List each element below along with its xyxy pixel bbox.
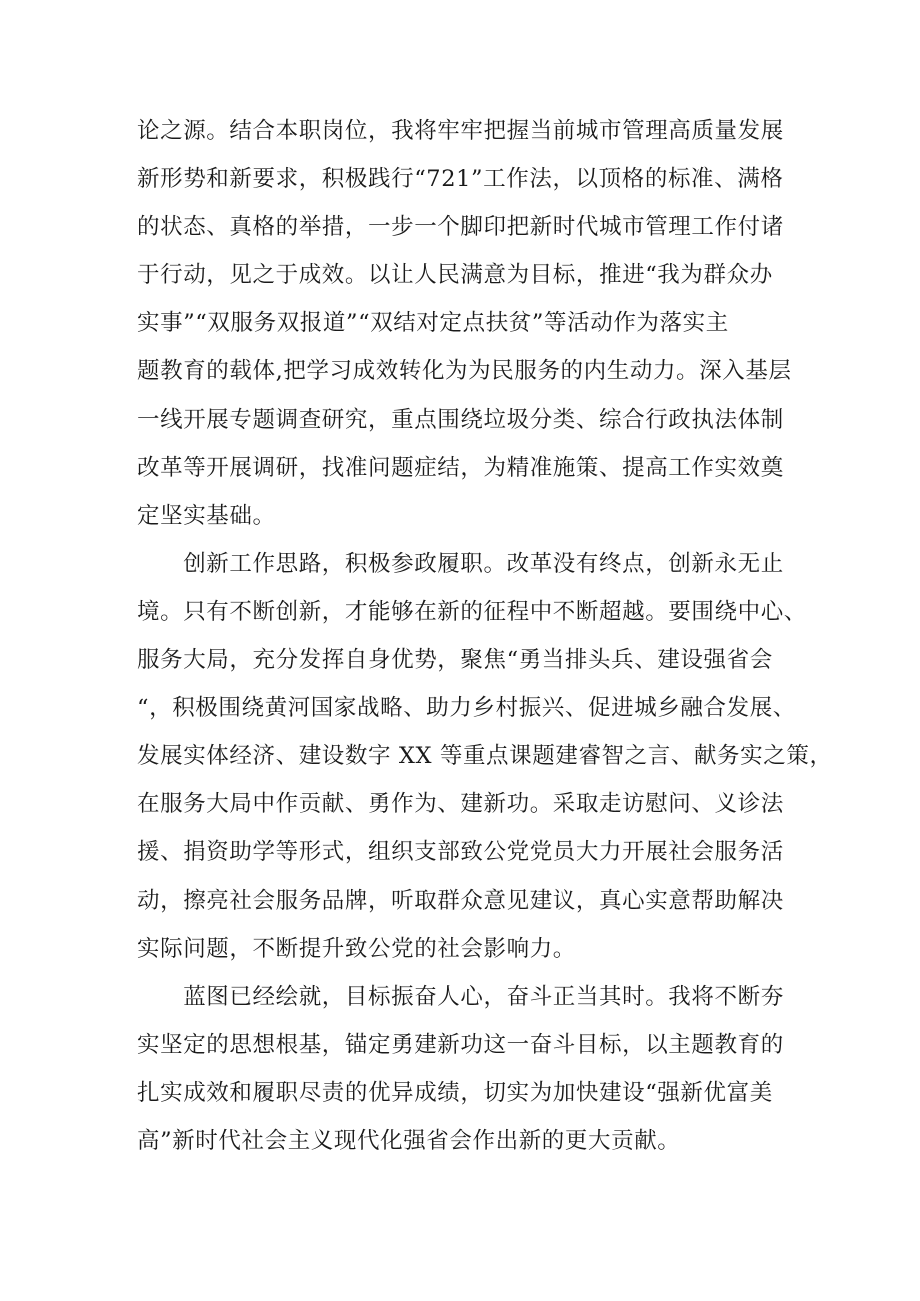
text-line: 改革等开展调研，找准问题症结，为精准施策、提高工作实效奠 xyxy=(137,454,784,481)
text-line: 实事”“双服务双报道”“双结对定点扶贫”等活动作为落实主 xyxy=(137,310,729,337)
text-line: 新形势和新要求，积极践行“721”工作法，以顶格的标准、满格 xyxy=(137,166,784,193)
text-line: 高”新时代社会主义现代化强省会作出新的更大贡献。 xyxy=(137,1127,681,1154)
text-line: 一线开展专题调查研究，重点围绕垃圾分类、综合行政执法体制 xyxy=(137,406,784,433)
paragraph-2 xyxy=(137,540,833,973)
paragraph-1 xyxy=(137,107,817,540)
text-line: 实际问题，不断提升致公党的社会影响力。 xyxy=(137,935,576,962)
text-line: 服务大局，充分发挥自身优势，聚焦“勇当排头兵、建设强省会 xyxy=(137,647,773,674)
text-line: 扎实成效和履职尽责的优异成绩，切实为加快建设“强新优富美 xyxy=(137,1079,773,1106)
text-line: 援、捐资助学等形式，组织支部致公党党员大力开展社会服务活 xyxy=(137,839,784,866)
text-line: 境。只有不断创新，才能够在新的征程中不断超越。要围绕中心、 xyxy=(137,598,807,625)
text-line: 于行动，见之于成效。以让人民满意为目标，推进“我为群众办 xyxy=(137,262,773,289)
text-line: 发展实体经济、建设数字 XX 等重点课题建睿智之言、献务实之策， xyxy=(137,743,833,770)
text-line: 实坚定的思想根基，锚定勇建新功这一奋斗目标，以主题教育的 xyxy=(137,1031,784,1058)
text-line: 动，擦亮社会服务品牌，听取群众意见建议，真心实意帮助解决 xyxy=(137,887,784,914)
text-line: 论之源。结合本职岗位，我将牢牢把握当前城市管理高质量发展 xyxy=(137,118,784,144)
body-text xyxy=(137,107,833,1165)
paragraph-3 xyxy=(137,973,817,1165)
text-line: 定坚实基础。 xyxy=(137,502,276,529)
text-line: 在服务大局中作贡献、勇作为、建新功。采取走访慰问、义诊法 xyxy=(137,791,784,818)
text-line: 蓝图已经绘就，目标振奋人心，奋斗正当其时。我将不断夯 xyxy=(137,983,784,1010)
text-line: 创新工作思路，积极参政履职。改革没有终点，创新永无止 xyxy=(137,550,784,577)
text-line: 题教育的载体,把学习成效转化为为民服务的内生动力。深入基层 xyxy=(137,358,792,385)
text-line: “，积极围绕黄河国家战略、助力乡村振兴、促进城乡融合发展、 xyxy=(137,695,796,722)
text-line: 的状态、真格的举措，一步一个脚印把新时代城市管理工作付诸 xyxy=(137,214,784,241)
